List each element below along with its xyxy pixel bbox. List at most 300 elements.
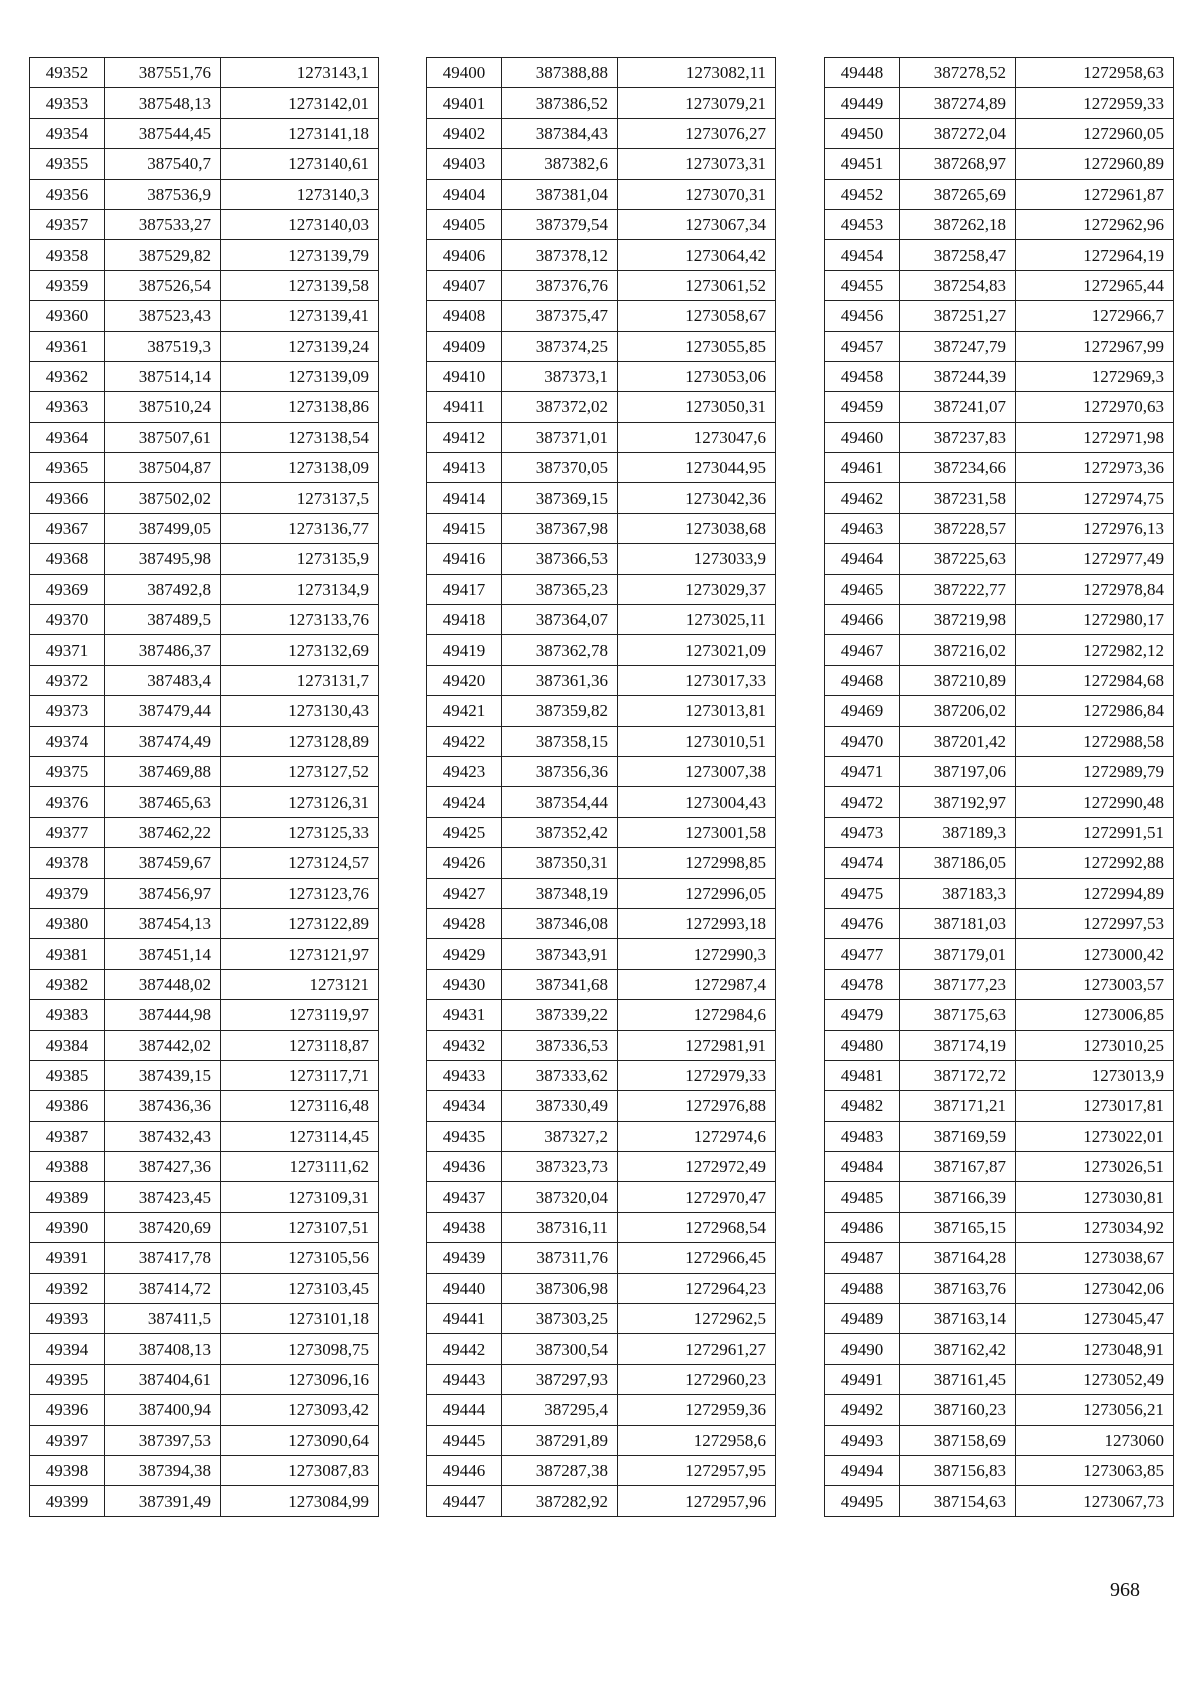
y-coordinate-cell: 1273105,56 [221,1243,379,1273]
table-row [30,726,379,756]
x-coordinate-cell: 387358,15 [502,726,618,756]
table-row [427,301,776,331]
table-row [427,908,776,938]
point-number-cell: 49382 [30,969,105,999]
table-row [825,149,1174,179]
y-coordinate-cell: 1272962,96 [1016,209,1174,239]
point-number-cell: 49454 [825,240,900,270]
x-coordinate-cell: 387388,88 [502,58,618,88]
x-coordinate-cell: 387439,15 [105,1060,221,1090]
table-row [825,483,1174,513]
x-coordinate-cell: 387495,98 [105,544,221,574]
point-number-cell: 49467 [825,635,900,665]
point-number-cell: 49450 [825,118,900,148]
point-number-cell: 49355 [30,149,105,179]
x-coordinate-cell: 387167,87 [900,1152,1016,1182]
x-coordinate-cell: 387282,92 [502,1486,618,1516]
point-number-cell: 49435 [427,1121,502,1151]
y-coordinate-cell: 1272973,36 [1016,453,1174,483]
y-coordinate-cell: 1273130,43 [221,696,379,726]
point-number-cell: 49479 [825,1000,900,1030]
table-row [30,1243,379,1273]
table-row [30,969,379,999]
table-row [427,787,776,817]
table-row [427,696,776,726]
point-number-cell: 49354 [30,118,105,148]
x-coordinate-cell: 387551,76 [105,58,221,88]
point-number-cell: 49416 [427,544,502,574]
table-row [825,513,1174,543]
x-coordinate-cell: 387189,3 [900,817,1016,847]
point-number-cell: 49402 [427,118,502,148]
y-coordinate-cell: 1272971,98 [1016,422,1174,452]
x-coordinate-cell: 387374,25 [502,331,618,361]
point-number-cell: 49378 [30,848,105,878]
table-row [825,1455,1174,1485]
x-coordinate-cell: 387291,89 [502,1425,618,1455]
point-number-cell: 49409 [427,331,502,361]
point-number-cell: 49367 [30,513,105,543]
point-number-cell: 49395 [30,1364,105,1394]
x-coordinate-cell: 387343,91 [502,939,618,969]
y-coordinate-cell: 1273084,99 [221,1486,379,1516]
table-row [825,301,1174,331]
y-coordinate-cell: 1273042,06 [1016,1273,1174,1303]
point-number-cell: 49493 [825,1425,900,1455]
table-row [427,1364,776,1394]
y-coordinate-cell: 1272964,23 [618,1273,776,1303]
y-coordinate-cell: 1272986,84 [1016,696,1174,726]
table-row [825,635,1174,665]
point-number-cell: 49425 [427,817,502,847]
y-coordinate-cell: 1273034,92 [1016,1212,1174,1242]
x-coordinate-cell: 387510,24 [105,392,221,422]
table-row [825,118,1174,148]
y-coordinate-cell: 1272972,49 [618,1152,776,1182]
y-coordinate-cell: 1273010,25 [1016,1030,1174,1060]
x-coordinate-cell: 387483,4 [105,665,221,695]
table-row [427,453,776,483]
y-coordinate-cell: 1273116,48 [221,1091,379,1121]
y-coordinate-cell: 1273126,31 [221,787,379,817]
table-row [30,270,379,300]
y-coordinate-cell: 1273038,67 [1016,1243,1174,1273]
x-coordinate-cell: 387376,76 [502,270,618,300]
y-coordinate-cell: 1272959,36 [618,1395,776,1425]
table-row [825,1030,1174,1060]
x-coordinate-cell: 387486,37 [105,635,221,665]
point-number-cell: 49484 [825,1152,900,1182]
table-row [825,817,1174,847]
y-coordinate-cell: 1273053,06 [618,361,776,391]
x-coordinate-cell: 387519,3 [105,331,221,361]
table-row [427,939,776,969]
point-number-cell: 49368 [30,544,105,574]
x-coordinate-cell: 387348,19 [502,878,618,908]
point-number-cell: 49403 [427,149,502,179]
table-row [825,88,1174,118]
x-coordinate-cell: 387354,44 [502,787,618,817]
table-row [30,1273,379,1303]
point-number-cell: 49476 [825,908,900,938]
x-coordinate-cell: 387540,7 [105,149,221,179]
table-row [825,696,1174,726]
point-number-cell: 49383 [30,1000,105,1030]
point-number-cell: 49363 [30,392,105,422]
point-number-cell: 49359 [30,270,105,300]
table-row [30,1182,379,1212]
table-row [30,301,379,331]
point-number-cell: 49449 [825,88,900,118]
y-coordinate-cell: 1273006,85 [1016,1000,1174,1030]
y-coordinate-cell: 1272974,75 [1016,483,1174,513]
x-coordinate-cell: 387297,93 [502,1364,618,1394]
table-row [825,1091,1174,1121]
point-number-cell: 49389 [30,1182,105,1212]
x-coordinate-cell: 387244,39 [900,361,1016,391]
x-coordinate-cell: 387529,82 [105,240,221,270]
point-number-cell: 49401 [427,88,502,118]
point-number-cell: 49459 [825,392,900,422]
table-row [825,270,1174,300]
x-coordinate-cell: 387162,42 [900,1334,1016,1364]
table-row [825,908,1174,938]
point-number-cell: 49400 [427,58,502,88]
table-row [427,1455,776,1485]
table-row [427,118,776,148]
point-number-cell: 49460 [825,422,900,452]
table-row [825,1212,1174,1242]
table-row [30,1152,379,1182]
point-number-cell: 49390 [30,1212,105,1242]
y-coordinate-cell: 1272974,6 [618,1121,776,1151]
x-coordinate-cell: 387356,36 [502,756,618,786]
y-coordinate-cell: 1272968,54 [618,1212,776,1242]
y-coordinate-cell: 1272959,33 [1016,88,1174,118]
x-coordinate-cell: 387386,52 [502,88,618,118]
x-coordinate-cell: 387394,38 [105,1455,221,1485]
coordinate-table-3 [824,57,1174,1517]
y-coordinate-cell: 1273056,21 [1016,1395,1174,1425]
point-number-cell: 49482 [825,1091,900,1121]
y-coordinate-cell: 1272992,88 [1016,848,1174,878]
point-number-cell: 49406 [427,240,502,270]
table-row [427,209,776,239]
y-coordinate-cell: 1273042,36 [618,483,776,513]
y-coordinate-cell: 1273127,52 [221,756,379,786]
table-row [30,240,379,270]
x-coordinate-cell: 387448,02 [105,969,221,999]
table-row [427,726,776,756]
x-coordinate-cell: 387330,49 [502,1091,618,1121]
y-coordinate-cell: 1272993,18 [618,908,776,938]
x-coordinate-cell: 387474,49 [105,726,221,756]
point-number-cell: 49361 [30,331,105,361]
table-row [427,1334,776,1364]
point-number-cell: 49420 [427,665,502,695]
y-coordinate-cell: 1273133,76 [221,605,379,635]
y-coordinate-cell: 1273067,73 [1016,1486,1174,1516]
y-coordinate-cell: 1273121,97 [221,939,379,969]
y-coordinate-cell: 1273138,09 [221,453,379,483]
y-coordinate-cell: 1273101,18 [221,1304,379,1334]
y-coordinate-cell: 1272965,44 [1016,270,1174,300]
x-coordinate-cell: 387163,76 [900,1273,1016,1303]
point-number-cell: 49430 [427,969,502,999]
y-coordinate-cell: 1272970,63 [1016,392,1174,422]
table-row [30,1486,379,1516]
y-coordinate-cell: 1272991,51 [1016,817,1174,847]
point-number-cell: 49384 [30,1030,105,1060]
table-row [30,848,379,878]
y-coordinate-cell: 1273123,76 [221,878,379,908]
y-coordinate-cell: 1273134,9 [221,574,379,604]
x-coordinate-cell: 387268,97 [900,149,1016,179]
x-coordinate-cell: 387375,47 [502,301,618,331]
y-coordinate-cell: 1272982,12 [1016,635,1174,665]
point-number-cell: 49422 [427,726,502,756]
y-coordinate-cell: 1273139,41 [221,301,379,331]
x-coordinate-cell: 387370,05 [502,453,618,483]
x-coordinate-cell: 387451,14 [105,939,221,969]
x-coordinate-cell: 387507,61 [105,422,221,452]
x-coordinate-cell: 387154,63 [900,1486,1016,1516]
x-coordinate-cell: 387172,72 [900,1060,1016,1090]
x-coordinate-cell: 387454,13 [105,908,221,938]
x-coordinate-cell: 387362,78 [502,635,618,665]
y-coordinate-cell: 1272979,33 [618,1060,776,1090]
y-coordinate-cell: 1272964,19 [1016,240,1174,270]
y-coordinate-cell: 1272976,88 [618,1091,776,1121]
table-row [427,1486,776,1516]
x-coordinate-cell: 387216,02 [900,635,1016,665]
table-row [30,1364,379,1394]
x-coordinate-cell: 387320,04 [502,1182,618,1212]
point-number-cell: 49388 [30,1152,105,1182]
x-coordinate-cell: 387300,54 [502,1334,618,1364]
x-coordinate-cell: 387228,57 [900,513,1016,543]
table-row [30,118,379,148]
x-coordinate-cell: 387323,73 [502,1152,618,1182]
table-row [825,726,1174,756]
point-number-cell: 49397 [30,1425,105,1455]
y-coordinate-cell: 1272990,3 [618,939,776,969]
table-row [30,331,379,361]
point-number-cell: 49458 [825,361,900,391]
x-coordinate-cell: 387414,72 [105,1273,221,1303]
table-row [825,787,1174,817]
table-row [427,361,776,391]
y-coordinate-cell: 1273021,09 [618,635,776,665]
y-coordinate-cell: 1273090,64 [221,1425,379,1455]
y-coordinate-cell: 1273079,21 [618,88,776,118]
x-coordinate-cell: 387427,36 [105,1152,221,1182]
point-number-cell: 49468 [825,665,900,695]
x-coordinate-cell: 387241,07 [900,392,1016,422]
point-number-cell: 49486 [825,1212,900,1242]
point-number-cell: 49465 [825,574,900,604]
x-coordinate-cell: 387254,83 [900,270,1016,300]
x-coordinate-cell: 387371,01 [502,422,618,452]
table-row [427,179,776,209]
table-row [30,513,379,543]
point-number-cell: 49494 [825,1455,900,1485]
x-coordinate-cell: 387346,08 [502,908,618,938]
table-row [427,1212,776,1242]
y-coordinate-cell: 1273047,6 [618,422,776,452]
y-coordinate-cell: 1273063,85 [1016,1455,1174,1485]
point-number-cell: 49379 [30,878,105,908]
point-number-cell: 49442 [427,1334,502,1364]
point-number-cell: 49385 [30,1060,105,1090]
point-number-cell: 49372 [30,665,105,695]
table-row [825,1486,1174,1516]
point-number-cell: 49392 [30,1273,105,1303]
point-number-cell: 49369 [30,574,105,604]
table-row [427,1152,776,1182]
table-row [30,1455,379,1485]
table-row [427,969,776,999]
y-coordinate-cell: 1273050,31 [618,392,776,422]
point-number-cell: 49441 [427,1304,502,1334]
point-number-cell: 49418 [427,605,502,635]
point-number-cell: 49370 [30,605,105,635]
y-coordinate-cell: 1272957,96 [618,1486,776,1516]
y-coordinate-cell: 1273128,89 [221,726,379,756]
x-coordinate-cell: 387465,63 [105,787,221,817]
y-coordinate-cell: 1273138,54 [221,422,379,452]
y-coordinate-cell: 1273022,01 [1016,1121,1174,1151]
table-row [30,1091,379,1121]
y-coordinate-cell: 1273013,81 [618,696,776,726]
point-number-cell: 49448 [825,58,900,88]
table-row [427,635,776,665]
table-row [825,848,1174,878]
point-number-cell: 49380 [30,908,105,938]
table-row [427,149,776,179]
x-coordinate-cell: 387456,97 [105,878,221,908]
x-coordinate-cell: 387231,58 [900,483,1016,513]
y-coordinate-cell: 1273017,81 [1016,1091,1174,1121]
x-coordinate-cell: 387316,11 [502,1212,618,1242]
table-row [30,544,379,574]
x-coordinate-cell: 387359,82 [502,696,618,726]
table-row [30,453,379,483]
point-number-cell: 49488 [825,1273,900,1303]
table-row [30,88,379,118]
point-number-cell: 49413 [427,453,502,483]
y-coordinate-cell: 1273142,01 [221,88,379,118]
point-number-cell: 49399 [30,1486,105,1516]
y-coordinate-cell: 1272988,58 [1016,726,1174,756]
y-coordinate-cell: 1272960,89 [1016,149,1174,179]
table-row [427,240,776,270]
x-coordinate-cell: 387526,54 [105,270,221,300]
table-row [825,1304,1174,1334]
table-row [427,1091,776,1121]
point-number-cell: 49362 [30,361,105,391]
x-coordinate-cell: 387367,98 [502,513,618,543]
x-coordinate-cell: 387408,13 [105,1334,221,1364]
x-coordinate-cell: 387278,52 [900,58,1016,88]
x-coordinate-cell: 387336,53 [502,1030,618,1060]
table-row [30,179,379,209]
x-coordinate-cell: 387366,53 [502,544,618,574]
point-number-cell: 49491 [825,1364,900,1394]
coordinate-table-2 [426,57,776,1517]
point-number-cell: 49424 [427,787,502,817]
point-number-cell: 49410 [427,361,502,391]
x-coordinate-cell: 387379,54 [502,209,618,239]
x-coordinate-cell: 387197,06 [900,756,1016,786]
x-coordinate-cell: 387234,66 [900,453,1016,483]
point-number-cell: 49374 [30,726,105,756]
x-coordinate-cell: 387514,14 [105,361,221,391]
y-coordinate-cell: 1273004,43 [618,787,776,817]
y-coordinate-cell: 1273064,42 [618,240,776,270]
y-coordinate-cell: 1272960,23 [618,1364,776,1394]
point-number-cell: 49485 [825,1182,900,1212]
table-row [30,1395,379,1425]
point-number-cell: 49473 [825,817,900,847]
point-number-cell: 49444 [427,1395,502,1425]
point-number-cell: 49352 [30,58,105,88]
table-row [825,1060,1174,1090]
x-coordinate-cell: 387469,88 [105,756,221,786]
point-number-cell: 49453 [825,209,900,239]
x-coordinate-cell: 387295,4 [502,1395,618,1425]
table-row [825,605,1174,635]
x-coordinate-cell: 387160,23 [900,1395,1016,1425]
x-coordinate-cell: 387177,23 [900,969,1016,999]
y-coordinate-cell: 1273096,16 [221,1364,379,1394]
x-coordinate-cell: 387523,43 [105,301,221,331]
y-coordinate-cell: 1273013,9 [1016,1060,1174,1090]
y-coordinate-cell: 1272970,47 [618,1182,776,1212]
table-row [825,665,1174,695]
x-coordinate-cell: 387411,5 [105,1304,221,1334]
x-coordinate-cell: 387175,63 [900,1000,1016,1030]
x-coordinate-cell: 387420,69 [105,1212,221,1242]
y-coordinate-cell: 1273131,7 [221,665,379,695]
x-coordinate-cell: 387192,97 [900,787,1016,817]
x-coordinate-cell: 387378,12 [502,240,618,270]
table-row [30,1425,379,1455]
x-coordinate-cell: 387365,23 [502,574,618,604]
table-row [30,149,379,179]
point-number-cell: 49426 [427,848,502,878]
table-row [825,544,1174,574]
point-number-cell: 49462 [825,483,900,513]
table-row [825,331,1174,361]
x-coordinate-cell: 387384,43 [502,118,618,148]
x-coordinate-cell: 387499,05 [105,513,221,543]
x-coordinate-cell: 387169,59 [900,1121,1016,1151]
point-number-cell: 49478 [825,969,900,999]
y-coordinate-cell: 1273132,69 [221,635,379,665]
y-coordinate-cell: 1273061,52 [618,270,776,300]
table-row [30,635,379,665]
point-number-cell: 49414 [427,483,502,513]
point-number-cell: 49364 [30,422,105,452]
table-row [30,1212,379,1242]
table-row [30,392,379,422]
table-row [825,1182,1174,1212]
table-row [427,1000,776,1030]
table-row [30,908,379,938]
y-coordinate-cell: 1272978,84 [1016,574,1174,604]
point-number-cell: 49469 [825,696,900,726]
